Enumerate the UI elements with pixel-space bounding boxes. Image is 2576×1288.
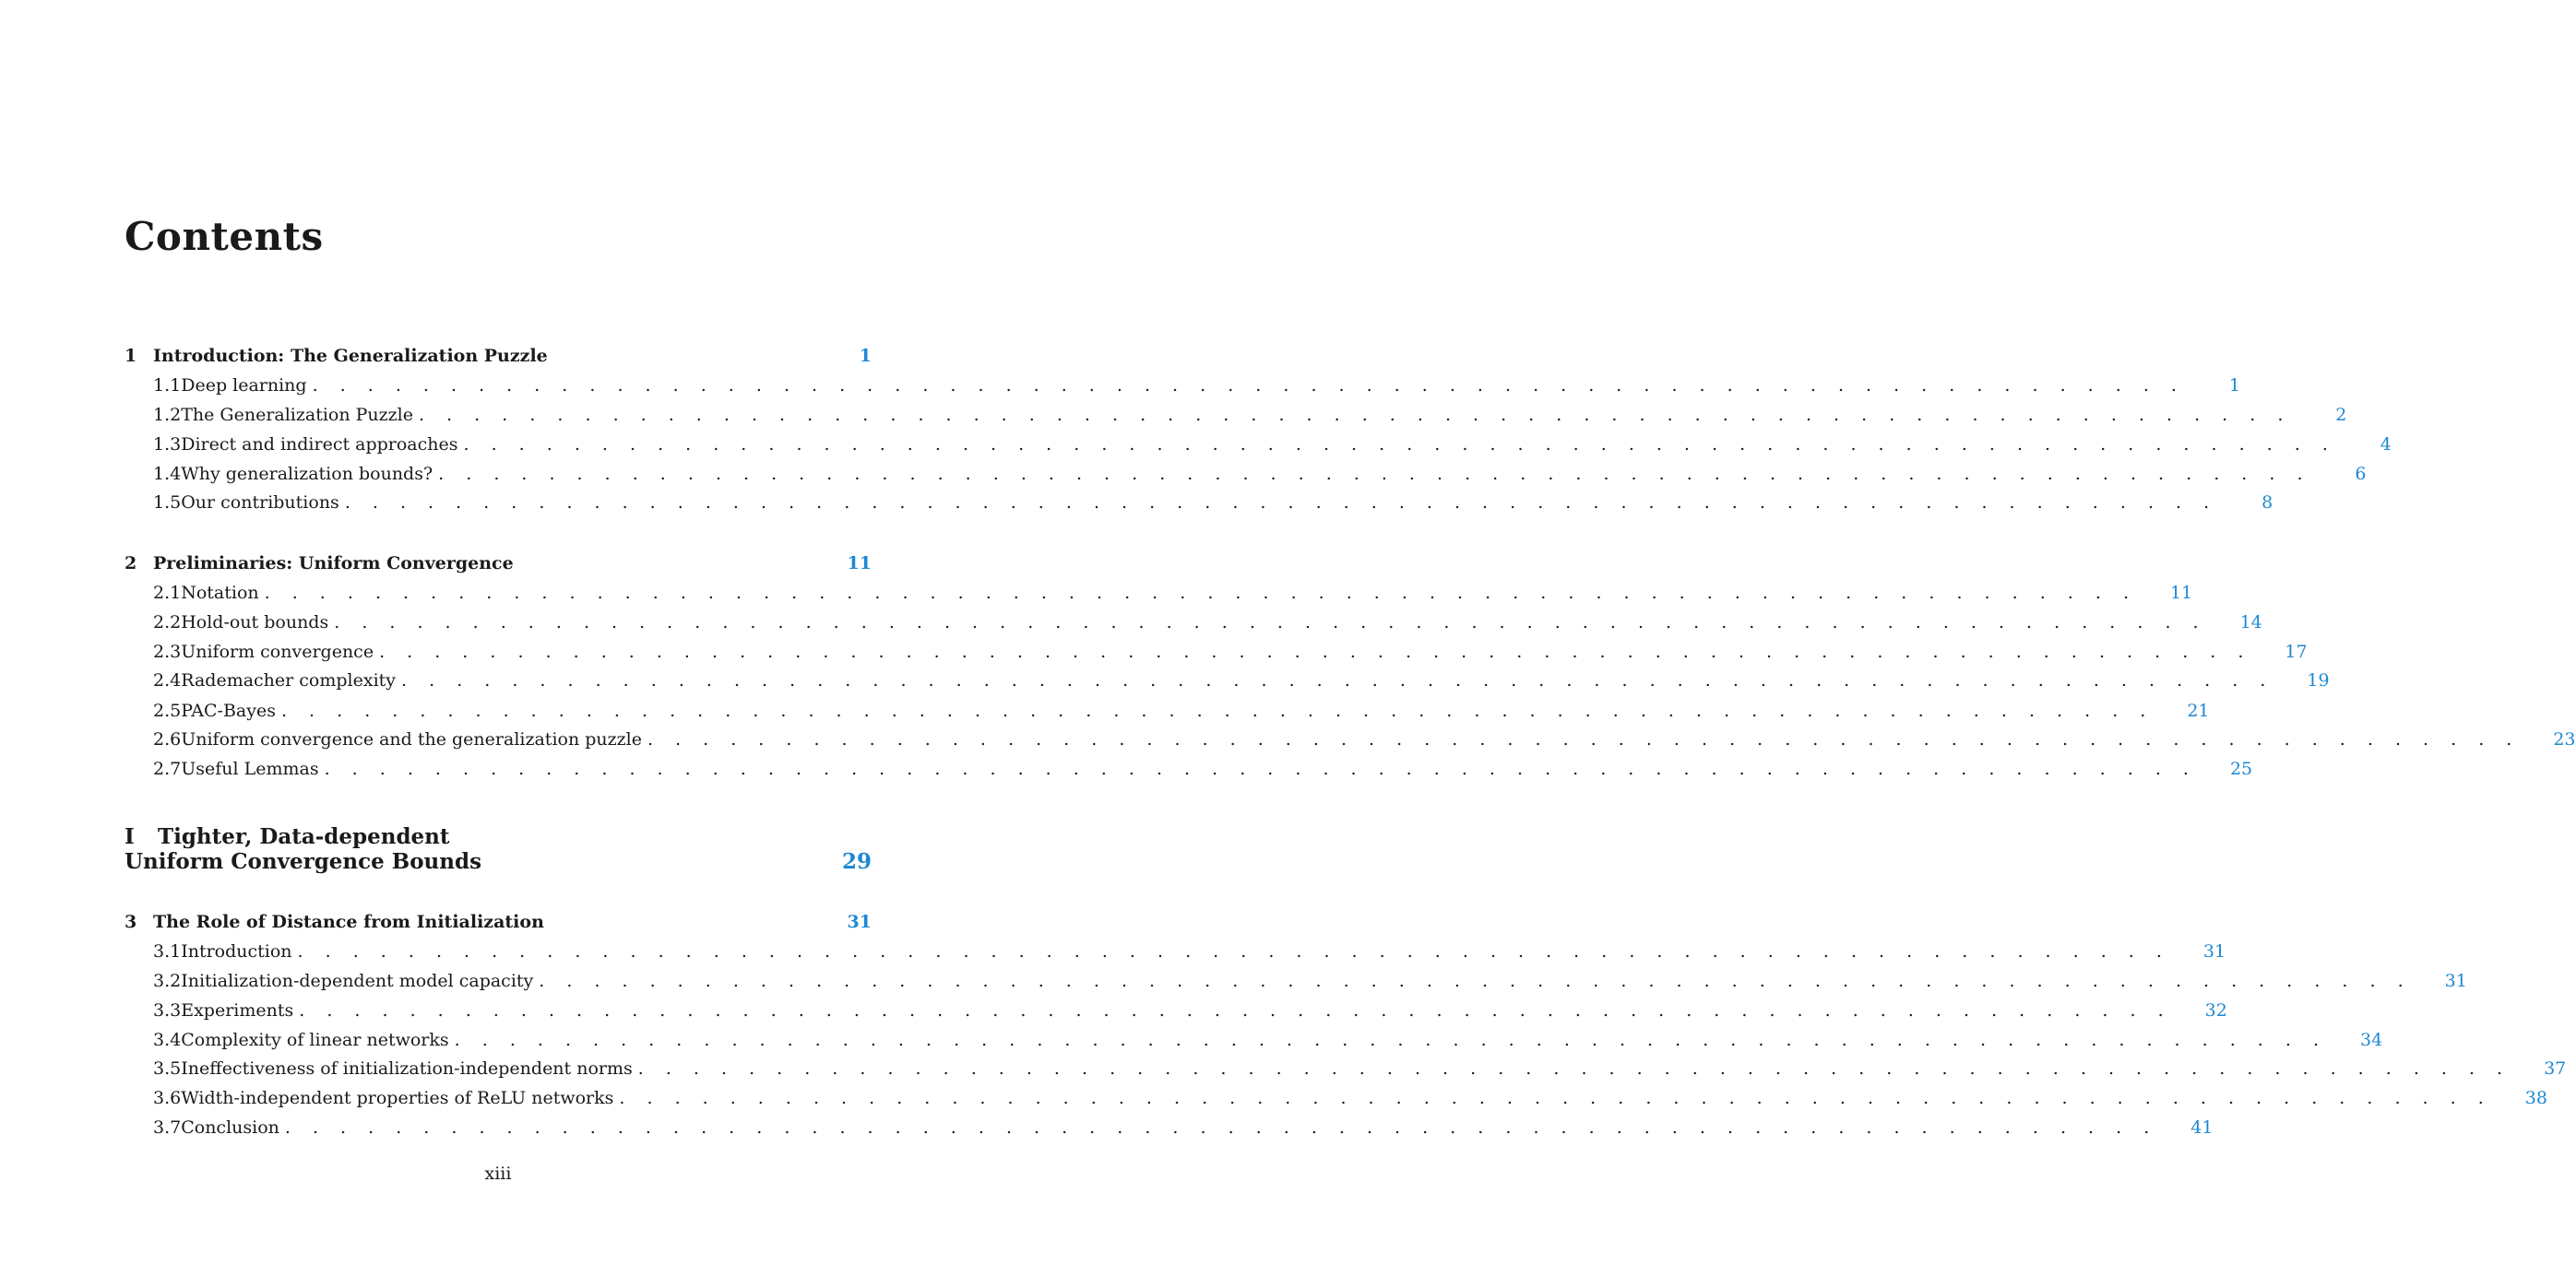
section-number: 3.6 <box>153 1088 182 1108</box>
section-number: 1.1 <box>153 375 182 396</box>
toc-section[interactable] <box>153 608 2262 637</box>
section-title: Conclusion <box>181 1117 279 1138</box>
section-number: 3.4 <box>153 1030 182 1050</box>
toc-chapter-2[interactable] <box>125 549 872 578</box>
dot-leader: . . . . . . . . . . . . . . . . . . . . . . . . . . . . . . . . . . . . . . . . . . . . . . . . . . . . . . . . . . . . . . . . . . . . <box>264 583 2137 603</box>
section-number: 2.5 <box>153 701 182 721</box>
page-link[interactable]: 38 <box>2524 1088 2547 1108</box>
section-number: 2.2 <box>153 612 182 632</box>
section-number: 3.5 <box>153 1058 182 1079</box>
dot-leader: . . . . . . . . . . . . . . . . . . . . . . . . . . . . . . . . . . . . . . . . . . . . . . . . . . . . . . . . . . . . . . . . . . . . <box>419 405 2292 425</box>
dot-leader: . . . . . . . . . . . . . . . . . . . . . . . . . . . . . . . . . . . . . . . . . . . . . . . . . . . . . . . . . . . . . . . . . . . . <box>619 1088 2492 1108</box>
section-number: 3.1 <box>153 941 182 962</box>
dot-leader: . . . . . . . . . . . . . . . . . . . . . . . . . . . . . . . . . . . . . . . . . . . . . . . . . . . . . . . . . . . . . . . . . . . . <box>463 434 2336 455</box>
toc-section[interactable] <box>153 754 2253 784</box>
toc-section[interactable] <box>153 430 2392 459</box>
part-title-line1: Tighter, Data-dependent <box>158 824 450 849</box>
section-title: Direct and indirect approaches <box>181 434 458 455</box>
dot-leader: . . . . . . . . . . . . . . . . . . . . . . . . . . . . . . . . . . . . . . . . . . . . . . . . . . . . . . . . . . . . . . . . . . . . <box>401 670 2274 691</box>
page-link[interactable]: 4 <box>2380 434 2392 455</box>
section-title: Useful Lemmas <box>181 759 319 779</box>
dot-leader: . . . . . . . . . . . . . . . . . . . . . . . . . . . . . . . . . . . . . . . . . . . . . . . . . . . . . . . . . . . . . . . . . . . . <box>299 1000 2172 1021</box>
page-link[interactable]: 2 <box>2335 405 2347 425</box>
chapter-title: Introduction: The Generalization Puzzle <box>153 346 548 366</box>
toc-section[interactable] <box>153 371 2240 400</box>
page-link[interactable]: 1 <box>859 346 872 366</box>
toc-section[interactable] <box>153 937 2226 966</box>
page-link[interactable]: 32 <box>2204 1000 2227 1021</box>
page-link[interactable]: 31 <box>2444 971 2467 991</box>
page-link[interactable]: 25 <box>2229 759 2253 779</box>
section-title: Uniform convergence and the generalization puzzle <box>181 729 642 750</box>
section-number: 1.5 <box>153 492 182 513</box>
chapter-title: The Role of Distance from Initialization <box>153 912 544 932</box>
toc-section[interactable] <box>153 400 2347 430</box>
page-number-footer: xiii <box>484 1164 512 1184</box>
section-title: Notation <box>181 583 259 603</box>
dot-leader: . . . . . . . . . . . . . . . . . . . . . . . . . . . . . . . . . . . . . . . . . . . . . . . . . . . . . . . . . . . . . . . . . . . . <box>454 1030 2327 1050</box>
toc-section[interactable] <box>153 488 2273 517</box>
toc-section[interactable] <box>153 459 2367 489</box>
page-title: Contents <box>125 214 324 259</box>
dot-leader: . . . . . . . . . . . . . . . . . . . . . . . . . . . . . . . . . . . . . . . . . . . . . . . . . . . . . . . . . . . . . . . . . . . . <box>344 492 2218 513</box>
part-number: I <box>125 824 135 849</box>
toc-section[interactable] <box>153 637 2308 667</box>
section-title: Hold-out bounds <box>181 612 329 632</box>
toc-section[interactable] <box>153 666 2330 695</box>
page-link[interactable]: 11 <box>2169 583 2193 603</box>
section-title: Introduction <box>181 941 292 962</box>
section-title: Complexity of linear networks <box>181 1030 449 1050</box>
page-link[interactable]: 11 <box>847 553 872 573</box>
section-title: Our contributions <box>181 492 339 513</box>
section-number: 2.6 <box>153 729 182 750</box>
toc-chapter-1[interactable] <box>125 341 872 371</box>
page-link[interactable]: 17 <box>2285 642 2308 662</box>
page-link[interactable]: 29 <box>841 849 872 874</box>
dot-leader: . . . . . . . . . . . . . . . . . . . . . . . . . . . . . . . . . . . . . . . . . . . . . . . . . . . . . . . . . . . . . . . . . . . . <box>280 701 2155 721</box>
section-title: Width-independent properties of ReLU networks <box>181 1088 614 1108</box>
section-title: Ineffectiveness of initialization-independent norms <box>181 1058 633 1079</box>
page-link[interactable]: 37 <box>2544 1058 2567 1079</box>
page-link[interactable]: 8 <box>2261 492 2273 513</box>
part-title-line2: Uniform Convergence Bounds <box>125 849 482 874</box>
section-title: The Generalization Puzzle <box>181 405 414 425</box>
toc-section[interactable] <box>153 966 2467 996</box>
chapter-number: 1 <box>125 346 137 366</box>
page-link[interactable]: 31 <box>2202 941 2226 962</box>
page-link[interactable]: 34 <box>2360 1030 2383 1050</box>
section-title: Rademacher complexity <box>181 670 397 691</box>
dot-leader: . . . . . . . . . . . . . . . . . . . . . . . . . . . . . . . . . . . . . . . . . . . . . . . . . . . . . . . . . . . . . . . . . . . . <box>284 1117 2158 1138</box>
section-number: 2.7 <box>153 759 182 779</box>
chapter-title: Preliminaries: Uniform Convergence <box>153 553 514 573</box>
section-title: Experiments <box>181 1000 294 1021</box>
section-title: Why generalization bounds? <box>181 464 433 484</box>
toc-section[interactable] <box>153 1113 2214 1142</box>
dot-leader: . . . . . . . . . . . . . . . . . . . . . . . . . . . . . . . . . . . . . . . . . . . . . . . . . . . . . . . . . . . . . . . . . . . . <box>334 612 2207 632</box>
chapter-number: 3 <box>125 912 137 932</box>
page-link[interactable]: 6 <box>2355 464 2367 484</box>
dot-leader: . . . . . . . . . . . . . . . . . . . . . . . . . . . . . . . . . . . . . . . . . . . . . . . . . . . . . . . . . . . . . . . . . . . . <box>324 759 2197 779</box>
toc-section[interactable] <box>153 725 2576 754</box>
page-link[interactable]: 21 <box>2187 701 2210 721</box>
toc-part-1[interactable] <box>125 824 872 874</box>
section-number: 2.1 <box>153 583 182 603</box>
section-number: 2.3 <box>153 642 182 662</box>
section-number: 3.3 <box>153 1000 182 1021</box>
toc-section[interactable] <box>153 996 2227 1025</box>
page-link[interactable]: 19 <box>2307 670 2330 691</box>
dot-leader: . . . . . . . . . . . . . . . . . . . . . . . . . . . . . . . . . . . . . . . . . . . . . . . . . . . . . . . . . . . . . . . . . . . . <box>539 971 2412 991</box>
section-title: Initialization-dependent model capacity <box>181 971 534 991</box>
section-number: 1.4 <box>153 464 182 484</box>
chapter-number: 2 <box>125 553 137 573</box>
toc-section[interactable] <box>153 696 2210 726</box>
section-title: PAC-Bayes <box>181 701 276 721</box>
toc-chapter-3[interactable] <box>125 907 872 937</box>
page-link[interactable]: 14 <box>2239 612 2262 632</box>
toc-section[interactable] <box>153 578 2193 608</box>
toc-section[interactable] <box>153 1025 2383 1055</box>
dot-leader: . . . . . . . . . . . . . . . . . . . . . . . . . . . . . . . . . . . . . . . . . . . . . . . . . . . . . . . . . . . . . . . . . . . . <box>637 1058 2511 1079</box>
page-link[interactable]: 1 <box>2228 375 2240 396</box>
section-number: 1.2 <box>153 405 182 425</box>
section-number: 1.3 <box>153 434 182 455</box>
dot-leader: . . . . . . . . . . . . . . . . . . . . . . . . . . . . . . . . . . . . . . . . . . . . . . . . . . . . . . . . . . . . . . . . . . . . <box>379 642 2252 662</box>
page-link[interactable]: 23 <box>2553 729 2576 750</box>
section-number: 3.7 <box>153 1117 182 1138</box>
dot-leader: . . . . . . . . . . . . . . . . . . . . . . . . . . . . . . . . . . . . . . . . . . . . . . . . . . . . . . . . . . . . . . . . . . . . <box>647 729 2521 750</box>
section-title: Deep learning <box>181 375 307 396</box>
dot-leader: . . . . . . . . . . . . . . . . . . . . . . . . . . . . . . . . . . . . . . . . . . . . . . . . . . . . . . . . . . . . . . . . . . . . <box>297 941 2170 962</box>
section-number: 2.4 <box>153 670 182 691</box>
page-link[interactable]: 41 <box>2190 1117 2214 1138</box>
section-number: 3.2 <box>153 971 182 991</box>
dot-leader: . . . . . . . . . . . . . . . . . . . . . . . . . . . . . . . . . . . . . . . . . . . . . . . . . . . . . . . . . . . . . . . . . . . . <box>438 464 2311 484</box>
toc-section[interactable] <box>153 1083 2547 1113</box>
section-title: Uniform convergence <box>181 642 374 662</box>
dot-leader: . . . . . . . . . . . . . . . . . . . . . . . . . . . . . . . . . . . . . . . . . . . . . . . . . . . . . . . . . . . . . . . . . . . . <box>312 375 2185 396</box>
page-link[interactable]: 31 <box>847 912 872 932</box>
toc-section[interactable] <box>153 1054 2567 1083</box>
